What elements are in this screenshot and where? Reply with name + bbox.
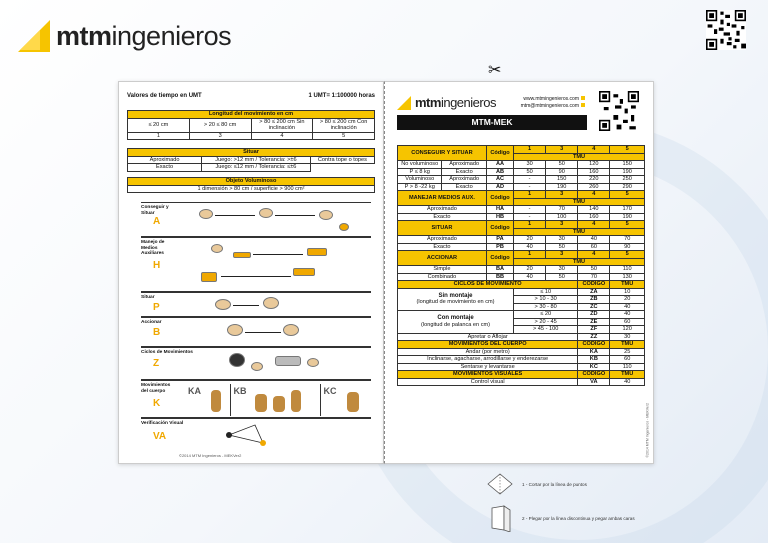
hand-icon [259, 208, 273, 218]
cell: 130 [610, 273, 645, 281]
cell: 60 [610, 318, 645, 326]
cell: > 45 - 100 [514, 326, 578, 334]
mov-col: > 80 ≤ 200 cm Sin inclinación [251, 118, 313, 132]
section-ciclos [141, 347, 371, 380]
movement-length-header: Longitud del movimiento en cm [128, 111, 375, 119]
cell: 40 [610, 303, 645, 311]
arrow-icon [253, 254, 303, 255]
table-row [398, 168, 645, 176]
section-label: Movimientos del cuerpo [141, 383, 171, 394]
code-cell: HA [486, 206, 513, 214]
cell: 25 [610, 348, 645, 356]
cell: P > 8 -22 kg [398, 183, 442, 191]
cell: 50 [514, 168, 546, 176]
cell: - [514, 176, 546, 184]
cell: 30 [610, 333, 645, 341]
mov-val: 5 [313, 132, 375, 140]
voluminoso-table [127, 177, 375, 193]
cell: 190 [610, 213, 645, 221]
table-row [398, 311, 645, 319]
cell: Control visual [398, 378, 578, 386]
cell: 120 [610, 326, 645, 334]
cell: 120 [578, 161, 610, 169]
cell: 40 [514, 243, 546, 251]
code-header: Código [486, 221, 513, 236]
code-cell: AB [486, 168, 513, 176]
contact-block [515, 96, 585, 110]
tmu-note: 1 UMT= 1:100000 horas [308, 93, 375, 99]
cell: Aproximado [398, 236, 487, 244]
code-cell: AA [486, 161, 513, 169]
instruction-cut [484, 470, 587, 498]
instruction-text: 1 - Cortar por la línea de puntos [522, 481, 587, 487]
cell: 30 [546, 236, 578, 244]
standing-figure-icon [291, 390, 301, 412]
right-card [384, 81, 654, 464]
tmu-header: TMU [514, 198, 645, 206]
cell: Andar (por metro) [398, 348, 578, 356]
cell: Exacto [442, 183, 486, 191]
code-cell: ZB [578, 296, 610, 304]
body-movements-strip [185, 384, 365, 416]
section-label: Conseguir y Situar [141, 205, 169, 216]
qr-code-icon [706, 10, 746, 50]
cell: Sentarse y levantarse [398, 363, 578, 371]
code-cell: BA [486, 266, 513, 274]
cell: 50 [546, 161, 578, 169]
group-header: CICLOS DE MOVIMIENTO [398, 281, 578, 289]
instruction-text: 2 - Plegar por la línea discontinua y pegar ambas caras [522, 515, 635, 521]
cell: 150 [546, 176, 578, 184]
cell: 110 [610, 363, 645, 371]
dist-col: 3 [546, 146, 578, 154]
wrench-icon [201, 272, 217, 282]
cell: No voluminoso [398, 161, 442, 169]
section-code: H [153, 260, 161, 271]
situar-header: Situar [128, 149, 375, 157]
table-row [398, 206, 645, 214]
cell: 250 [610, 176, 645, 184]
kneeling-figure-icon [273, 396, 285, 412]
section-visual [141, 418, 371, 452]
cell: > 30 - 80 [514, 303, 578, 311]
group-header: MOVIMIENTOS VISUALES [398, 371, 578, 379]
movement-length-table [127, 110, 375, 140]
table-row [398, 183, 645, 191]
table-row [398, 213, 645, 221]
card-title: MTM-MEK [397, 115, 587, 130]
section-code: Z [153, 358, 160, 369]
dist-col: 3 [546, 251, 578, 259]
section-label: Manejo de Medios Auxiliares [141, 240, 165, 256]
cell: 40 [578, 236, 610, 244]
right-card-logo [397, 95, 496, 110]
k-box [321, 384, 366, 416]
dist-col: 3 [546, 191, 578, 199]
cell: Aproximado [398, 206, 487, 214]
cell: 220 [578, 176, 610, 184]
table-row [398, 236, 645, 244]
brand-logo-mark-icon [397, 96, 411, 110]
cell: 20 [514, 266, 546, 274]
dist-col: 5 [610, 251, 645, 259]
hand-icon [283, 324, 299, 336]
situar-cell: Aproximado [128, 156, 202, 164]
tool-icon [275, 356, 301, 366]
situar-cell [310, 164, 374, 172]
cell: 110 [610, 266, 645, 274]
section-conseguir [141, 202, 371, 237]
brand-light: ingenieros [440, 95, 496, 110]
code-cell: VA [578, 378, 610, 386]
cell: 70 [578, 273, 610, 281]
dist-col: 5 [610, 221, 645, 229]
cell: 70 [610, 236, 645, 244]
cell: 260 [578, 183, 610, 191]
section-code: VA [153, 431, 167, 442]
tmu-header: TMU [610, 371, 645, 379]
cell: > 20 - 45 [514, 318, 578, 326]
table-row [398, 176, 645, 184]
qr-code-icon [599, 91, 639, 131]
cell: - [514, 183, 546, 191]
code-cell: ZD [578, 311, 610, 319]
situar-cell: Juego: ≤12 mm / Tolerancia: ≤±6 [202, 164, 311, 172]
cell: - [514, 213, 546, 221]
situar-cell: Exacto [128, 164, 202, 172]
tmu-header: TMU [514, 228, 645, 236]
tmu-header: TMU [610, 281, 645, 289]
dist-col: 4 [578, 191, 610, 199]
dist-col: 3 [546, 221, 578, 229]
voluminoso-header: Objeto Voluminoso [128, 178, 375, 186]
dist-col: 4 [578, 221, 610, 229]
brand-logo-mark-icon [18, 20, 50, 52]
cell: 40 [610, 311, 645, 319]
dist-col: 1 [514, 191, 546, 199]
wrench-icon [233, 252, 251, 258]
cell: Aproximado [442, 161, 486, 169]
cell: 290 [610, 183, 645, 191]
cell: 50 [546, 243, 578, 251]
tmu-header: TMU [514, 258, 645, 266]
table-row [398, 333, 645, 341]
website-link[interactable]: www.mtmingenieros.com [523, 96, 579, 102]
hand-icon [251, 362, 263, 371]
cell: 100 [546, 213, 578, 221]
section-situar [141, 292, 371, 317]
table-row [398, 356, 645, 364]
code-cell: ZF [578, 326, 610, 334]
code-header: Código [486, 146, 513, 161]
sitting-figure-icon [347, 392, 359, 412]
walking-figure-icon [211, 390, 221, 412]
brand-light: ingenieros [111, 20, 232, 51]
section-code: K [153, 398, 161, 409]
cell: 10 [610, 288, 645, 296]
group-header: MANEJAR MEDIOS AUX. [398, 191, 487, 206]
table-row [398, 363, 645, 371]
table-row [398, 266, 645, 274]
hand-icon [211, 244, 223, 253]
left-card-title: Valores de tiempo en UMT [127, 93, 202, 99]
cell: 190 [546, 183, 578, 191]
instruction-fold [484, 504, 635, 532]
dist-col: 5 [610, 191, 645, 199]
cell: 70 [546, 206, 578, 214]
cell: Inclinarse, agacharse, arrodillarse y enderezarse [398, 356, 578, 364]
con-montaje-title: Con montaje [437, 315, 474, 322]
section-code: B [153, 327, 161, 338]
section-code: A [153, 216, 161, 227]
dist-col: 1 [514, 221, 546, 229]
scissors-icon: ✂ [488, 62, 502, 79]
con-montaje-sub: (longitud de palanca en cm) [421, 321, 491, 328]
mov-val: 4 [251, 132, 313, 140]
situar-table [127, 148, 375, 172]
section-cuerpo [141, 380, 371, 418]
cell: Apretar o Aflojar [398, 333, 578, 341]
table-row [398, 273, 645, 281]
side-note: ©2014 MTM Ingenieros - MEKVer2 [646, 403, 650, 458]
arrow-icon [275, 215, 315, 216]
section-label: Verificación Visual [141, 421, 184, 426]
cell: 40 [514, 273, 546, 281]
code-cell: ZE [578, 318, 610, 326]
sin-montaje-title: Sin montaje [438, 292, 473, 299]
code-cell: KB [578, 356, 610, 364]
k-code: KA [188, 386, 201, 396]
cell: Aproximado [442, 176, 486, 184]
code-header: CODIGO [578, 341, 610, 349]
email-link[interactable]: mtm@mtmingenieros.com [520, 103, 579, 109]
cell: 30 [514, 161, 546, 169]
wrench-icon [307, 248, 327, 256]
k-box [231, 384, 321, 416]
cell: 30 [546, 266, 578, 274]
mov-col: ≤ 20 cm [128, 118, 190, 132]
hand-icon [227, 324, 243, 336]
cell: 160 [578, 213, 610, 221]
k-code: KC [323, 386, 337, 396]
code-cell: KA [578, 348, 610, 356]
tmu-header: TMU [514, 153, 645, 161]
mov-val: 3 [189, 132, 251, 140]
hand-icon [307, 358, 319, 367]
table-row [398, 161, 645, 169]
cell: 20 [514, 236, 546, 244]
sin-montaje-cell [398, 288, 514, 311]
cell: Simple [398, 266, 487, 274]
wrench-icon [293, 268, 315, 276]
code-cell: ZA [578, 288, 610, 296]
code-header: Código [486, 251, 513, 266]
code-cell: HB [486, 213, 513, 221]
cell: 60 [610, 356, 645, 364]
situar-cell: Juego: >12 mm / Tolerancia: >±6 [202, 156, 311, 164]
cell: Exacto [442, 168, 486, 176]
left-card [118, 81, 384, 464]
dist-col: 1 [514, 251, 546, 259]
code-cell: AD [486, 183, 513, 191]
mov-col: > 20 ≤ 80 cm [189, 118, 251, 132]
mek-table [397, 145, 645, 386]
k-box [185, 384, 231, 416]
dist-col: 1 [514, 146, 546, 154]
cell: 140 [578, 206, 610, 214]
brand-bold: mtm [415, 95, 441, 110]
section-label: Situar [141, 295, 155, 300]
code-cell: BB [486, 273, 513, 281]
code-header: Código [486, 191, 513, 206]
con-montaje-cell [398, 311, 514, 334]
cell: P ≤ 8 kg [398, 168, 442, 176]
cell: 90 [546, 168, 578, 176]
section-label: Ciclos de Movimientos [141, 350, 193, 355]
section-code: P [153, 302, 160, 313]
code-cell: ZZ [578, 333, 610, 341]
table-row [398, 288, 645, 296]
mov-val: 1 [128, 132, 190, 140]
table-row [398, 348, 645, 356]
group-header: SITUAR [398, 221, 487, 236]
mov-col: > 80 ≤ 200 cm Con inclinación [313, 118, 375, 132]
cell: 90 [610, 243, 645, 251]
cell: Exacto [398, 213, 487, 221]
code-cell: PB [486, 243, 513, 251]
cell: 50 [546, 273, 578, 281]
code-header: CODIGO [578, 371, 610, 379]
code-header: CODIGO [578, 281, 610, 289]
hand-icon [319, 210, 333, 220]
hand-icon [263, 297, 279, 309]
brand-logo [18, 20, 231, 52]
section-label: Accionar [141, 320, 162, 325]
cell: 60 [578, 243, 610, 251]
section-accionar [141, 317, 371, 347]
cell: 20 [610, 296, 645, 304]
cell: 170 [610, 206, 645, 214]
table-row [398, 243, 645, 251]
cell: 150 [610, 161, 645, 169]
bending-figure-icon [255, 394, 267, 412]
voluminoso-text: 1 dimensión > 80 cm / superficie > 900 cm² [128, 185, 375, 193]
dist-col: 5 [610, 146, 645, 154]
eye-triangle-icon [225, 423, 269, 449]
cell: > 10 - 30 [514, 296, 578, 304]
section-medios [141, 237, 371, 292]
left-card-footer: ©2014 MTM Ingenieros - MEKVer2 [179, 453, 242, 458]
fold-card-icon [484, 504, 516, 532]
cell: Voluminoso [398, 176, 442, 184]
group-header: CONSEGUIR Y SITUAR [398, 146, 487, 161]
group-header: MOVIMIENTOS DEL CUERPO [398, 341, 578, 349]
arrow-icon [245, 332, 281, 333]
cell: Combinado [398, 273, 487, 281]
cell: ≤ 20 [514, 311, 578, 319]
arrow-icon [215, 215, 255, 216]
dist-col: 4 [578, 146, 610, 154]
code-cell: KC [578, 363, 610, 371]
arrow-icon [221, 276, 291, 277]
arrow-icon [233, 305, 259, 306]
group-header: ACCIONAR [398, 251, 487, 266]
table-row [398, 378, 645, 386]
dist-col: 4 [578, 251, 610, 259]
sin-montaje-sub: (longitud de movimiento en cm) [416, 299, 495, 306]
code-cell: ZC [578, 303, 610, 311]
code-cell: PA [486, 236, 513, 244]
hand-icon [215, 299, 231, 310]
brand-bold: mtm [56, 20, 112, 51]
tmu-header: TMU [610, 341, 645, 349]
object-icon [339, 223, 349, 231]
code-cell: AC [486, 176, 513, 184]
cell: 160 [578, 168, 610, 176]
cell: ≤ 10 [514, 288, 578, 296]
cell: 190 [610, 168, 645, 176]
cell: 40 [610, 378, 645, 386]
cell: Exacto [398, 243, 487, 251]
left-card-header [127, 93, 375, 99]
crank-icon [229, 353, 245, 367]
k-code: KB [233, 386, 247, 396]
hand-icon [199, 209, 213, 219]
cell: - [514, 206, 546, 214]
cut-card-icon [484, 470, 516, 498]
cell: 50 [578, 266, 610, 274]
situar-cell: Contra tope o topes [310, 156, 374, 164]
